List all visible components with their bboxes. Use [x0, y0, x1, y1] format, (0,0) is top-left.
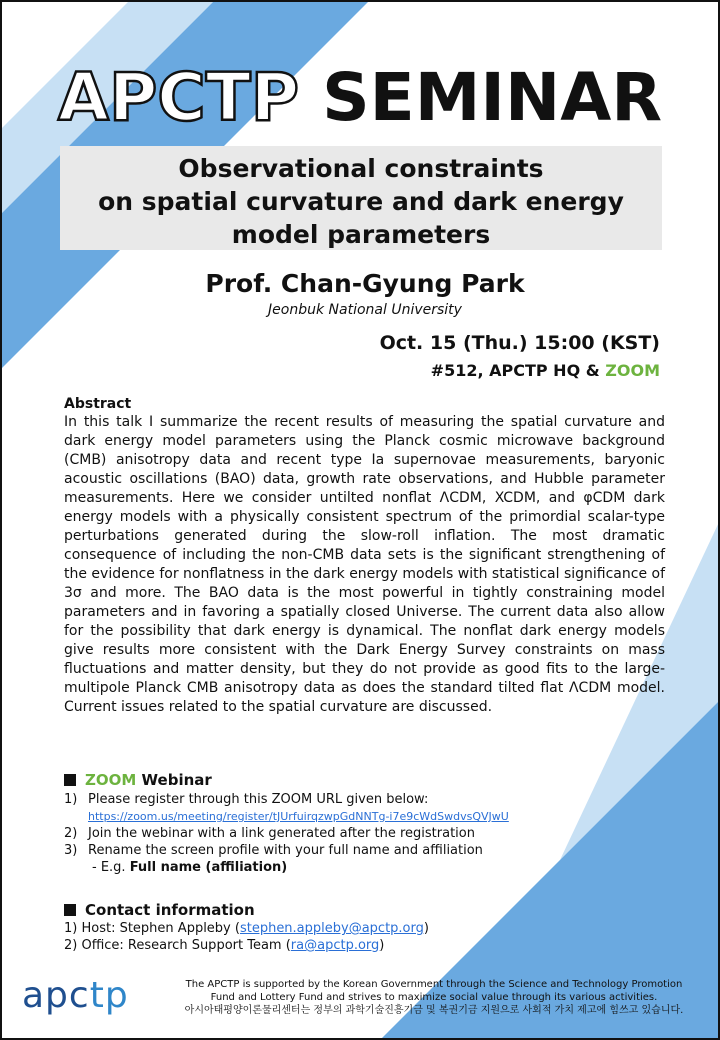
list-text: Rename the screen profile with your full name and affiliation [88, 843, 483, 858]
webinar-label: Webinar [136, 771, 212, 789]
contact-list [64, 920, 429, 954]
seminar-datetime: Oct. 15 (Thu.) 15:00 (KST) [379, 332, 660, 354]
list-number: 1) [64, 792, 78, 807]
funding-statement [160, 978, 708, 1017]
list-text: Please register through this ZOOM URL given below: [88, 792, 429, 807]
list-text: Join the webinar with a link generated after the registration [88, 826, 475, 841]
office-label: 2) Office: Research Support Team ( [64, 938, 291, 953]
seminar-venue [431, 359, 660, 383]
header-seminar: SEMINAR [322, 59, 663, 136]
webinar-heading [64, 770, 212, 790]
venue-location: #512, APCTP HQ & [430, 361, 606, 380]
host-close: ) [423, 921, 429, 936]
webinar-zoom-label: ZOOM [85, 771, 137, 789]
apctp-logo [22, 976, 129, 1016]
zoom-registration-link[interactable]: https://zoom.us/meeting/register/tJUrfuirqzwpGdNNTg-i7e9cWdSwdvsQVJwU [88, 810, 509, 823]
office-email-link[interactable]: ra@apctp.org [290, 938, 380, 953]
abstract-text: In this talk I summarize the recent results of measuring the spatial curvature and dark energy model parameters using the Planck cosmic microwave background (CMB) anisotropy data and recent type Ia supernovae measurements, baryonic acoustic oscillations (BAO) data, growth rate observations, and Hubble parameter measurements. Here we consider untilted nonflat ΛCDM, XCDM, and φCDM dark energy models with a physically consistent spectrum of the primordial scalar-type perturbations generated during the slow-roll inflation. The most dramatic consequence of including the non-CMB data sets is the significant strengthening of the evidence for nonflatness in the dark energy models with statistical significance of 3σ and more. The BAO data is the most powerful in tightly constraining model parameters and in favoring a spatially closed Universe. The current data also allow for the possibility that dark energy is dynamical. The nonflat dark energy models give results more consistent with the Dark Energy Survey constraints on mass fluctuations and matter density, but they do not provide as good fits to the large-multipole Planck CMB anisotropy data as does the standard tilted flat ΛCDM model. Current issues related to the spatial curvature are discussed. [64, 414, 665, 715]
webinar-steps [64, 791, 509, 876]
seminar-header [0, 59, 720, 136]
talk-title-line: on spatial curvature and dark energy [98, 187, 624, 216]
speaker-name: Prof. Chan-Gyung Park [205, 269, 525, 298]
funding-line-korean: 아시아태평양이론물리센터는 정부의 과학기술진흥기금 및 복권기금 지원으로 사회적 가치 제고에 힘쓰고 있습니다. [184, 1005, 684, 1016]
funding-line: Fund and Lottery Fund and strives to maximize social value through its various activities. [210, 992, 658, 1003]
talk-title-line: Observational constraints [178, 154, 544, 183]
example-prefix: - E.g. [92, 860, 130, 875]
office-close: ) [379, 938, 385, 953]
square-bullet-icon [64, 774, 76, 786]
list-number: 3) [64, 843, 78, 858]
host-label: 1) Host: Stephen Appleby ( [64, 921, 240, 936]
list-number: 2) [64, 826, 78, 841]
square-bullet-icon [64, 904, 76, 916]
contact-office [64, 937, 429, 954]
list-item [64, 825, 509, 842]
funding-line: The APCTP is supported by the Korean Government through the Science and Technology Promotion [185, 979, 683, 990]
abstract-heading: Abstract [64, 396, 132, 412]
host-email-link[interactable]: stephen.appleby@apctp.org [239, 921, 424, 936]
talk-title-line: model parameters [231, 220, 491, 249]
speaker-affiliation: Jeonbuk National University [268, 302, 462, 318]
contact-heading [64, 900, 255, 920]
example-row [64, 859, 509, 876]
example-format: Full name (affiliation) [129, 860, 288, 875]
contact-host [64, 920, 429, 937]
contact-label: Contact information [85, 901, 255, 919]
venue-zoom: ZOOM [605, 361, 660, 380]
list-item [64, 791, 509, 808]
logo-tp: tp [89, 975, 129, 1016]
header-apctp: APCTP [57, 59, 300, 136]
logo-apc: apc [22, 975, 90, 1016]
zoom-url-row [64, 808, 509, 825]
list-item [64, 842, 509, 859]
talk-title-box [60, 146, 662, 250]
